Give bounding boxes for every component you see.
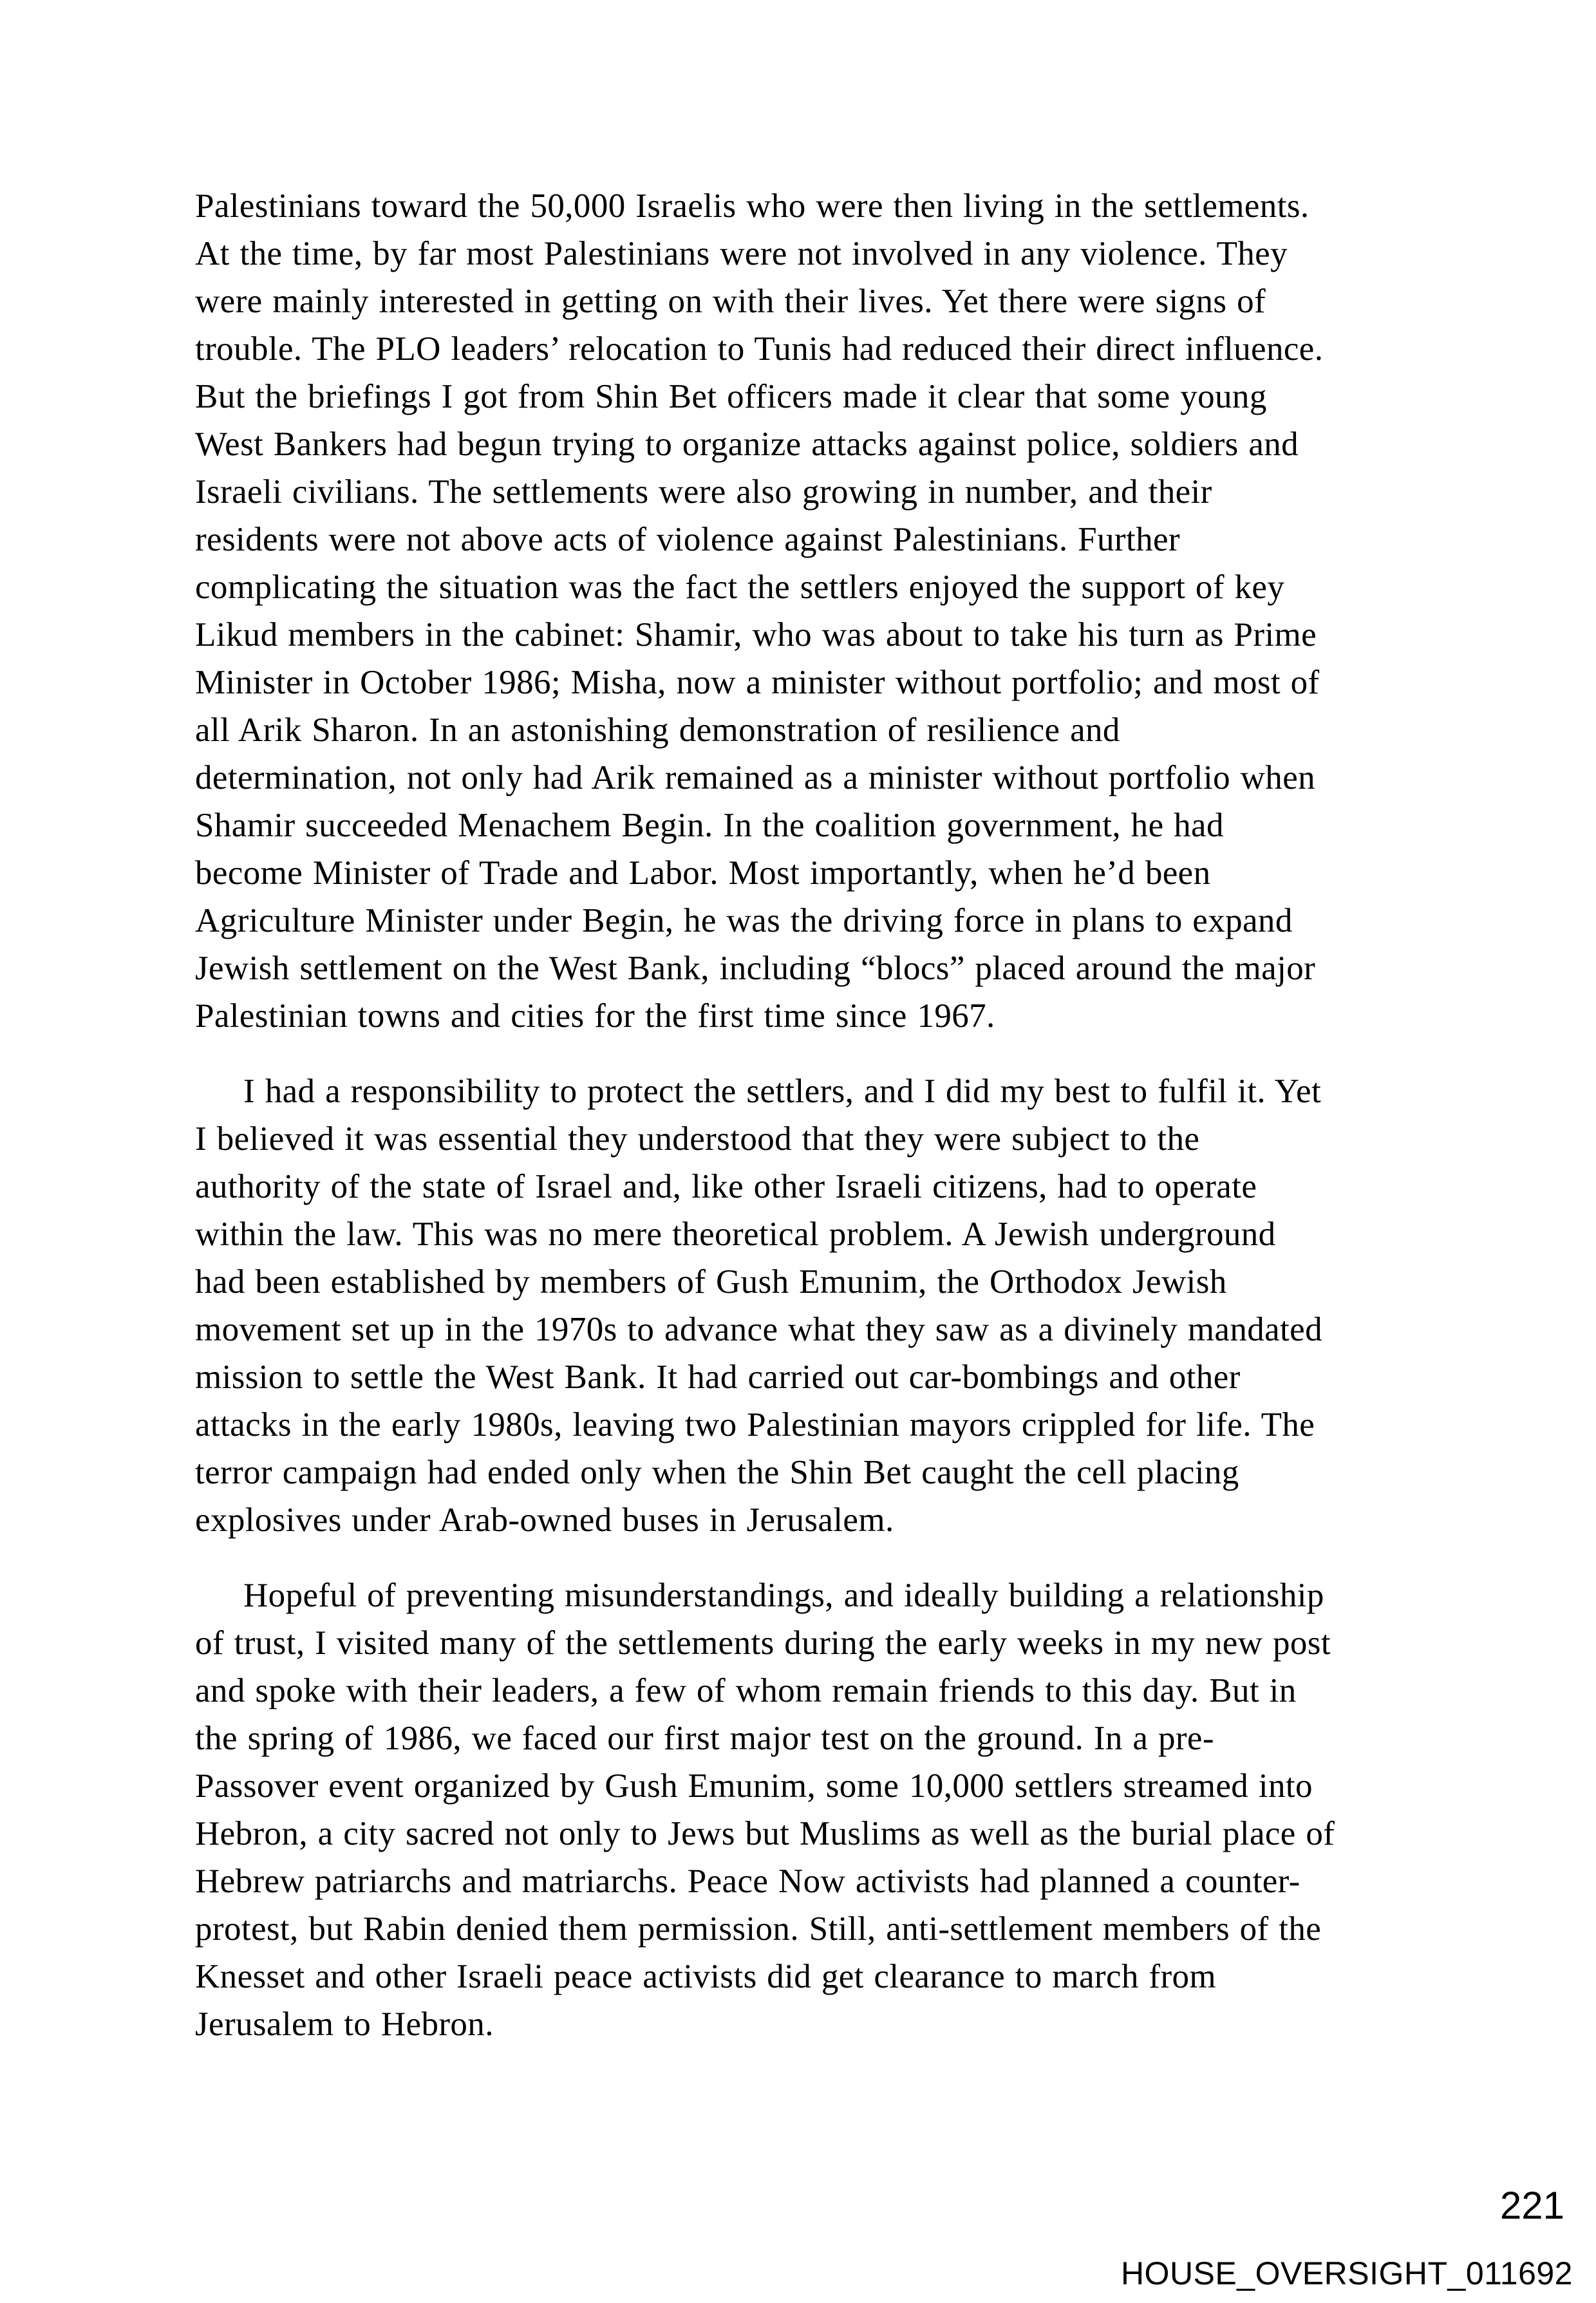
text-line: the spring of 1986, we faced our first major test on the ground. In a pre- <box>195 1720 1214 1757</box>
text-line: Israeli civilians. The settlements were also growing in number, and their <box>195 473 1212 511</box>
text-line: Palestinian towns and cities for the first time since 1967. <box>195 997 995 1035</box>
text-line: complicating the situation was the fact the settlers enjoyed the support of key <box>195 569 1285 606</box>
text-line: terror campaign had ended only when the Shin Bet caught the cell placing <box>195 1454 1239 1491</box>
paragraph <box>195 182 1431 1040</box>
bates-stamp-document-id: HOUSE_OVERSIGHT_011692 <box>1120 2255 1573 2291</box>
text-line: Knesset and other Israeli peace activists did get clearance to march from <box>195 1958 1217 1995</box>
text-line: protest, but Rabin denied them permission. Still, anti-settlement members of the <box>195 1910 1322 1948</box>
text-line: residents were not above acts of violence against Palestinians. Further <box>195 521 1180 558</box>
text-line: within the law. This was no mere theoretical problem. A Jewish underground <box>195 1216 1276 1253</box>
text-line: trouble. The PLO leaders’ relocation to Tunis had reduced their direct influence. <box>195 330 1324 368</box>
page-body-text <box>195 182 1431 2048</box>
text-line: determination, not only had Arik remained as a minister without portfolio when <box>195 759 1316 796</box>
text-line: Passover event organized by Gush Emunim, some 10,000 settlers streamed into <box>195 1767 1313 1805</box>
text-line: Hopeful of preventing misunderstandings, and ideally building a relationship <box>243 1577 1324 1614</box>
text-line: Palestinians toward the 50,000 Israelis who were then living in the settlements. <box>195 187 1310 225</box>
text-line: were mainly interested in getting on with their lives. Yet there were signs of <box>195 283 1266 320</box>
text-line: of trust, I visited many of the settlements during the early weeks in my new post <box>195 1624 1331 1662</box>
text-line: Likud members in the cabinet: Shamir, who was about to take his turn as Prime <box>195 616 1317 653</box>
text-line: had been established by members of Gush Emunim, the Orthodox Jewish <box>195 1263 1227 1301</box>
page-number: 221 <box>1499 2184 1564 2227</box>
text-line: But the briefings I got from Shin Bet officers made it clear that some young <box>195 378 1267 415</box>
text-line: all Arik Sharon. In an astonishing demonstration of resilience and <box>195 711 1120 749</box>
text-line: At the time, by far most Palestinians were not involved in any violence. They <box>195 235 1288 272</box>
text-line: Jewish settlement on the West Bank, including “blocs” placed around the major <box>195 950 1316 987</box>
text-line: and spoke with their leaders, a few of whom remain friends to this day. But in <box>195 1672 1297 1709</box>
paragraph <box>195 1067 1431 1544</box>
text-line: attacks in the early 1980s, leaving two Palestinian mayors crippled for life. The <box>195 1406 1315 1443</box>
text-line: explosives under Arab-owned buses in Jerusalem. <box>195 1501 894 1539</box>
text-line: Agriculture Minister under Begin, he was the driving force in plans to expand <box>195 902 1293 939</box>
text-line: movement set up in the 1970s to advance what they saw as a divinely mandated <box>195 1311 1323 1348</box>
text-line: become Minister of Trade and Labor. Most importantly, when he’d been <box>195 854 1211 892</box>
text-line: Jerusalem to Hebron. <box>195 2006 494 2043</box>
text-line: I had a responsibility to protect the settlers, and I did my best to fulfil it. Yet <box>243 1073 1322 1110</box>
text-line: authority of the state of Israel and, like other Israeli citizens, had to operate <box>195 1168 1257 1205</box>
text-line: I believed it was essential they understood that they were subject to the <box>195 1120 1200 1158</box>
paragraph <box>195 1572 1431 2048</box>
text-line: Hebron, a city sacred not only to Jews but Muslims as well as the burial place of <box>195 1815 1335 1852</box>
text-line: Shamir succeeded Menachem Begin. In the coalition government, he had <box>195 807 1224 844</box>
text-line: Hebrew patriarchs and matriarchs. Peace Now activists had planned a counter- <box>195 1863 1300 1900</box>
text-line: West Bankers had begun trying to organize attacks against police, soldiers and <box>195 426 1299 463</box>
text-line: Minister in October 1986; Misha, now a minister without portfolio; and most of <box>195 664 1320 701</box>
text-line: mission to settle the West Bank. It had carried out car-bombings and other <box>195 1358 1241 1396</box>
